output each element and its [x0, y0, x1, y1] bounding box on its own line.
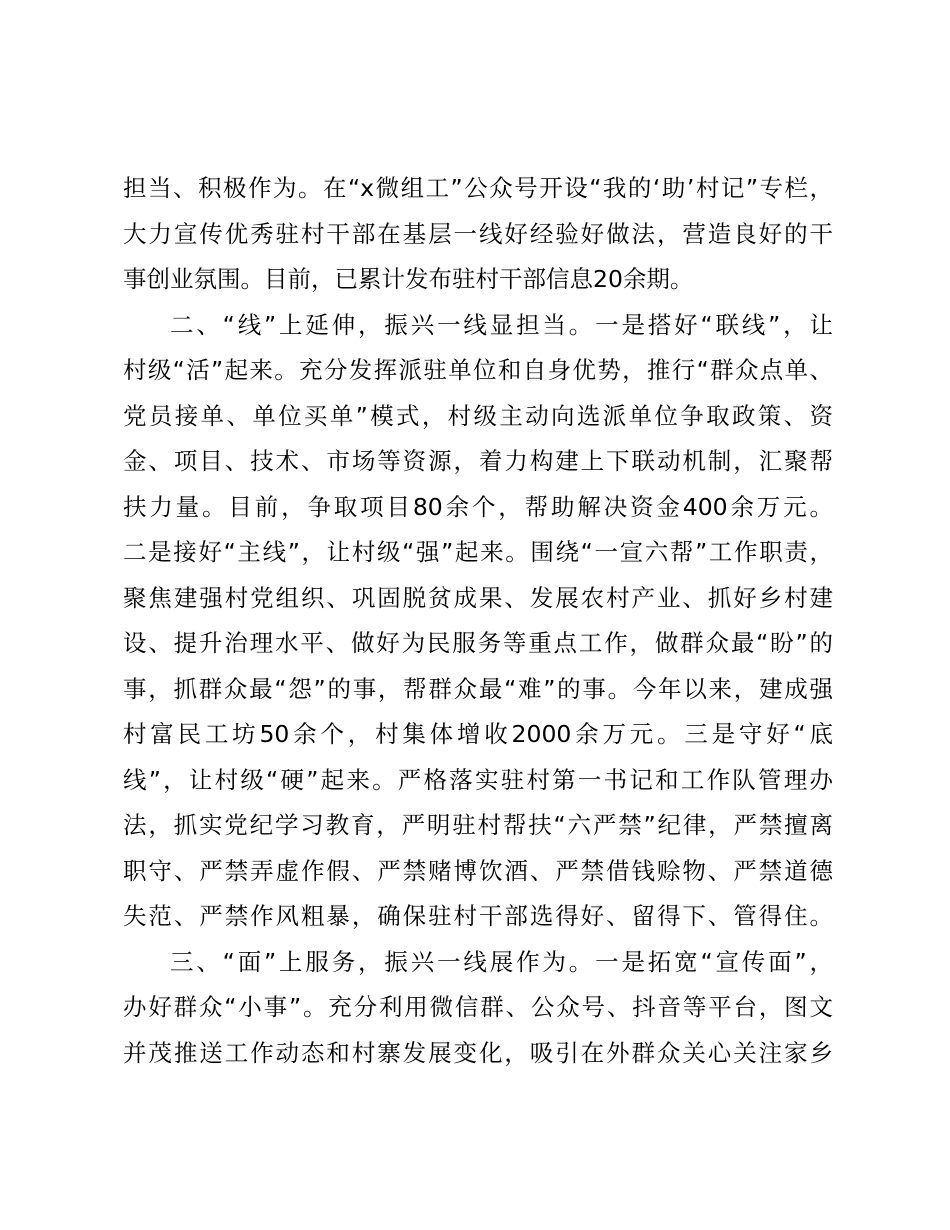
text-line-1: 担当、积极作为。在“x微组工”公众号开设“我的‘助’村记”专栏， [123, 174, 833, 202]
text-line-2: 大力宣传优秀驻村干部在基层一线好经验好做法，营造良好的干 [123, 219, 833, 248]
text-line-18: 三、“面”上服务，振兴一线展作为。一是拓宽“宣传面”， [170, 947, 833, 976]
text-line-6: 党员接单、单位买单”模式，村级主动向选派单位争取政策、资 [123, 401, 833, 430]
text-line-16: 职守、严禁弄虚作假、严禁赌博饮酒、严禁借钱赊物、严禁道德 [123, 856, 833, 885]
text-line-9: 二是接好“主线”，让村级“强”起来。围绕“一宣六帮”工作职责， [123, 538, 833, 566]
text-line-7: 金、项目、技术、市场等资源，着力构建上下联动机制，汇聚帮 [123, 447, 833, 475]
text-line-14: 线”，让村级“硬”起来。严格落实驻村第一书记和工作队管理办 [123, 765, 833, 794]
text-line-11: 设、提升治理水平、做好为民服务等重点工作，做群众最“盼”的 [123, 629, 833, 657]
text-line-10: 聚焦建强村党组织、巩固脱贫成果、发展农村产业、抓好乡村建 [123, 583, 833, 612]
text-line-5: 村级“活”起来。充分发挥派驻单位和自身优势，推行“群众点单、 [123, 356, 833, 384]
text-line-20: 并茂推送工作动态和村寨发展变化，吸引在外群众关心关注家乡 [123, 1038, 833, 1067]
text-line-12: 事，抓群众最“怨”的事，帮群众最“难”的事。今年以来，建成强 [123, 674, 833, 703]
text-line-8: 扶力量。目前，争取项目80余个，帮助解决资金400余万元。 [123, 492, 833, 521]
text-line-17: 失范、严禁作风粗暴，确保驻村干部选得好、留得下、管得住。 [123, 902, 833, 930]
text-line-19: 办好群众“小事”。充分利用微信群、公众号、抖音等平台，图文 [123, 993, 833, 1021]
body-text [123, 166, 833, 1076]
text-line-4: 二、“线”上延伸，振兴一线显担当。一是搭好“联线”，让 [170, 310, 833, 339]
text-line-3: 事创业氛围。目前，已累计发布驻村干部信息20余期。 [123, 265, 694, 293]
text-line-15: 法，抓实党纪学习教育，严明驻村帮扶“六严禁”纪律，严禁擅离 [123, 811, 833, 839]
text-line-13: 村富民工坊50余个，村集体增收2000余万元。三是守好“底 [123, 720, 833, 748]
